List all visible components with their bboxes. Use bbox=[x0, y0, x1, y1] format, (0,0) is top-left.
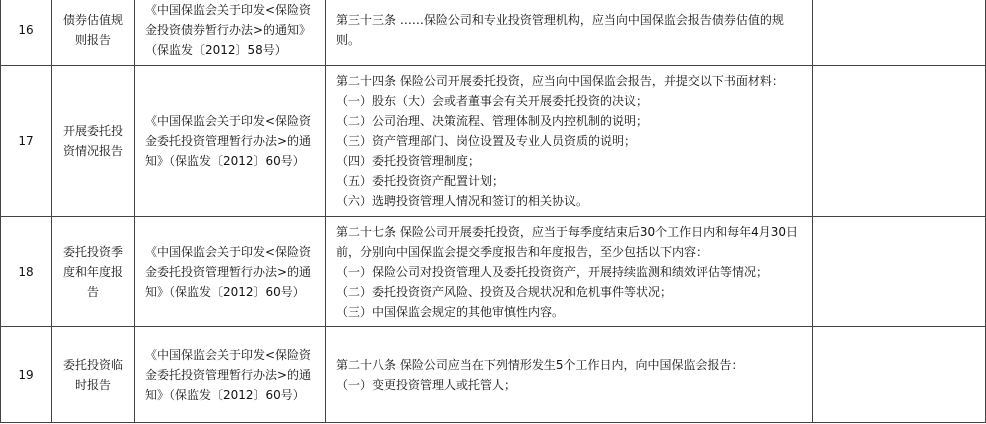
legal-basis: 《中国保监会关于印发<保险资金委托投资管理暂行办法>的通知》（保监发〔2012〕60号） bbox=[145, 244, 312, 299]
content-cell bbox=[326, 327, 813, 423]
report-name-cell bbox=[52, 66, 135, 217]
content-line: （一）保险公司对投资管理人及委托投资资产，开展持续监测和绩效评估等情况； bbox=[336, 264, 769, 279]
legal-basis-cell bbox=[135, 0, 326, 66]
table-row bbox=[1, 66, 986, 217]
legal-basis-cell bbox=[135, 217, 326, 327]
remarks-cell bbox=[813, 217, 986, 327]
content-cell bbox=[326, 66, 813, 217]
content-line: （六）选聘投资管理人情况和签订的相关协议。 bbox=[336, 194, 589, 208]
content-line: 第二十四条 保险公司开展委托投资，应当向中国保监会报告，并提交以下书面材料： bbox=[336, 74, 784, 88]
row-number: 18 bbox=[1, 217, 52, 327]
content-text: 第三十三条 ……保险公司和专业投资管理机构，应当向中国保监会报告债券估值的规则。 bbox=[336, 13, 784, 47]
remarks-cell bbox=[813, 327, 986, 423]
report-name: 委托投资季度和年度报告 bbox=[62, 244, 123, 299]
table-row bbox=[1, 327, 986, 423]
content-line: （三）资产管理部门、岗位设置及专业人员资质的说明； bbox=[336, 134, 637, 148]
content-paragraph: 第二十七条 保险公司开展委托投资，应当于每季度结束后30个工作日内和每年4月30日前，分别向中国保监会提交季度报告和年度报告，至少包括以下内容： bbox=[336, 224, 798, 259]
table-row bbox=[1, 217, 986, 327]
content-line: （四）委托投资管理制度； bbox=[336, 154, 481, 168]
legal-basis: 《中国保监会关于印发<保险资金委托投资管理暂行办法>的通知》（保监发〔2012〕60号） bbox=[145, 347, 312, 402]
row-number: 17 bbox=[1, 66, 52, 217]
legal-basis: 《中国保监会关于印发<保险资金委托投资管理暂行办法>的通知》（保监发〔2012〕60号） bbox=[145, 114, 312, 168]
content-line: 第二十八条 保险公司应当在下列情形发生5个工作日内，向中国保监会报告： bbox=[336, 357, 744, 372]
content-cell bbox=[326, 217, 813, 327]
content-line: （一）变更投资管理人或托管人； bbox=[336, 377, 517, 392]
content-cell bbox=[326, 0, 813, 66]
report-name-cell bbox=[52, 327, 135, 423]
remarks-cell bbox=[813, 0, 986, 66]
content-line: （三）中国保监会规定的其他审慎性内容。 bbox=[336, 304, 565, 319]
report-name: 开展委托投资情况报告 bbox=[62, 124, 123, 158]
remarks-cell bbox=[813, 66, 986, 217]
report-name-cell bbox=[52, 217, 135, 327]
report-name: 债券估值规则报告 bbox=[62, 13, 123, 47]
content-line: （二）公司治理、决策流程、管理体制及内控机制的说明； bbox=[336, 114, 649, 128]
legal-basis: 《中国保监会关于印发<保险资金投资债券暂行办法>的通知》（保监发〔2012〕58号） bbox=[145, 3, 312, 57]
row-number: 19 bbox=[1, 327, 52, 423]
legal-basis-cell bbox=[135, 327, 326, 423]
table-row bbox=[1, 0, 986, 66]
row-number: 16 bbox=[1, 0, 52, 66]
report-name-cell bbox=[52, 0, 135, 66]
content-line: （一）股东（大）会或者董事会有关开展委托投资的决议； bbox=[336, 94, 649, 108]
content-line: （二）委托投资资产风险、投资及合规状况和危机事件等状况； bbox=[336, 284, 673, 299]
legal-basis-cell bbox=[135, 66, 326, 217]
report-name: 委托投资临时报告 bbox=[62, 357, 123, 392]
content-line: （五）委托投资资产配置计划； bbox=[336, 174, 505, 188]
